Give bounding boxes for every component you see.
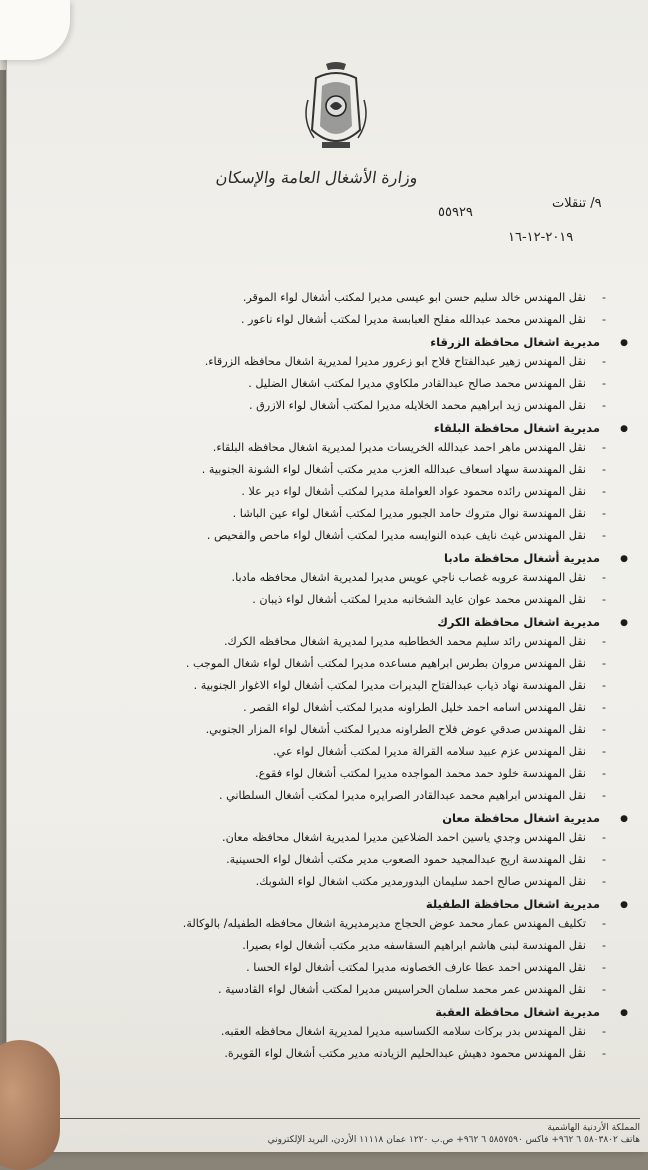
list-item: - نقل المهندس خالد سليم حسن ابو عيسى مديرا لمكتب أشغال لواء الموقر. xyxy=(110,290,612,306)
thumb xyxy=(0,1040,60,1170)
footer-kingdom: المملكة الأردنية الهاشمية xyxy=(547,1123,640,1133)
document-date: ٢٠١٩-١٢-١٦ xyxy=(508,230,574,245)
list-item: - نقل المهندس مروان بطرس ابراهيم مساعده مديرا لمكتب أشغال لواء شغال الموجب . xyxy=(110,656,612,672)
list-item: - نقل المهندسة خلود حمد محمد المواجده مديرا لمكتب أشغال لواء فقوع. xyxy=(110,766,612,782)
section-heading: ● مديرية اشغال محافظة البلقاء xyxy=(110,420,612,436)
footer-contact: هاتف ٥٨٠٣٨٠٢ ٦ ٩٦٢+ فاكس ٥٨٥٧٥٩٠ ٦ ٩٦٢+ ص.ب ١٢٢٠ عمان ١١١١٨ الأردن، البريد الإلكتروني xyxy=(267,1135,640,1145)
list-item: - نقل المهندسة اريج عبدالمجيد حمود الصعوب مدير مكتب أشغال لواء الحسينية. xyxy=(110,852,612,868)
list-item: - نقل المهندس عزم عبيد سلامه القرالة مديرا لمكتب أشغال لواء عي. xyxy=(110,744,612,760)
list-item: - نقل المهندس محمد عوان عايد الشخانبه مديرا لمكتب أشغال لواء ذيبان . xyxy=(110,592,612,608)
list-item: - نقل المهندسة لبنى هاشم ابراهيم السقاسفه مدير مكتب أشغال لواء بصيرا. xyxy=(110,938,612,954)
coat-of-arms-emblem xyxy=(296,60,376,160)
list-item: - نقل المهندس ابراهيم محمد عبدالقادر الصرايره مديرا لمكتب أشغال السلطاني . xyxy=(110,788,612,804)
document-number: ٥٥٩٢٩ xyxy=(438,205,473,220)
list-item: - نقل المهندس محمد عبدالله مفلح العبابسة مديرا لمكتب أشغال لواء ناعور . xyxy=(110,312,612,328)
list-item: - نقل المهندس اسامه احمد خليل الطراونه مديرا لمكتب أشغال لواء القصر . xyxy=(110,700,612,716)
list-item: - نقل المهندسة سهاد اسعاف عبدالله العزب مدير مكتب أشغال لواء الشونة الجنوبية . xyxy=(110,462,612,478)
list-item: - نقل المهندس احمد عطا عارف الخصاونه مديرا لمكتب أشغال لواء الحسا . xyxy=(110,960,612,976)
reference-label: ٩/ تنقلات xyxy=(552,196,602,211)
list-item: - نقل المهندسة نوال متروك حامد الجبور مديرا لمكتب أشغال لواء عين الباشا . xyxy=(110,506,612,522)
list-item: - نقل المهندس رائده محمود عواد العواملة مديرا لمكتب أشغال لواء دير علا . xyxy=(110,484,612,500)
list-item: - نقل المهندس ماهر احمد عبدالله الخريسات مديرا لمديرية اشغال محافظه البلقاء. xyxy=(110,440,612,456)
list-item: - نقل المهندسة عروبه غصاب ناجي عويس مديرا لمديرية اشغال محافظه مادبا. xyxy=(110,570,612,586)
section-heading: ● مديرية اشغال محافظة الكرك xyxy=(110,614,612,630)
footer xyxy=(70,1122,640,1146)
ministry-name: وزارة الأشغال العامة والإسكان xyxy=(214,168,420,187)
section-heading: ● مديرية اشغال محافظة الزرقاء xyxy=(110,334,612,350)
list-item: - نقل المهندس بدر بركات سلامه الكساسبه مديرا لمديرية اشغال محافظه العقبه. xyxy=(110,1024,612,1040)
transfer-list xyxy=(110,290,612,1068)
section-heading: ● مديرية اشغال محافظة الطفيلة xyxy=(110,896,612,912)
section-heading: ● مديرية أشغال محافظة مادبا xyxy=(110,550,612,566)
list-item: - نقل المهندس رائد سليم محمد الخطاطبه مديرا لمديرية اشغال محافظه الكرك. xyxy=(110,634,612,650)
list-item: - نقل المهندس محمد صالح عبدالقادر ملكاوي مديرا لمكتب اشغال الضليل . xyxy=(110,376,612,392)
list-item: - نقل المهندس وجدي ياسين احمد الضلاعين مديرا لمديرية اشغال محافظه معان. xyxy=(110,830,612,846)
list-item: - نقل المهندس غيث نايف عبده النوايسه مديرا لمكتب أشغال لواء ماحص والفحيص . xyxy=(110,528,612,544)
section-heading: ● مديرية اشغال محافظة العقبة xyxy=(110,1004,612,1020)
list-item: - نقل المهندس صدقي عوض فلاح الطراونه مديرا لمكتب أشغال لواء المزار الجنوبي. xyxy=(110,722,612,738)
section-heading: ● مديرية اشغال محافظة معان xyxy=(110,810,612,826)
list-item: - نقل المهندس زهير عبدالفتاح فلاح ابو زعرور مديرا لمديرية اشغال محافظه الزرقاء. xyxy=(110,354,612,370)
list-item: - نقل المهندس صالح احمد سليمان البدورمدير مكتب اشغال لواء الشوبك. xyxy=(110,874,612,890)
list-item: - نقل المهندس محمود دهيش عبدالحليم الزيادنه مدير مكتب أشغال لواء القويرة. xyxy=(110,1046,612,1062)
list-item: - نقل المهندس عمر محمد سلمان الحراسيس مديرا لمكتب أشغال لواء القادسية . xyxy=(110,982,612,998)
list-item: - نقل المهندس زيد ابراهيم محمد الخلايله مديرا لمكتب أشغال لواء الازرق . xyxy=(110,398,612,414)
list-item: - نقل المهندسة نهاد ذياب عبدالفتاح البديرات مديرا لمكتب أشغال لواء الاغوار الجنوبية . xyxy=(110,678,612,694)
footer-divider xyxy=(60,1118,640,1119)
list-item: - تكليف المهندس عمار محمد عوض الحجاج مديرمديرية اشغال محافظه الطفيله/ بالوكالة. xyxy=(110,916,612,932)
